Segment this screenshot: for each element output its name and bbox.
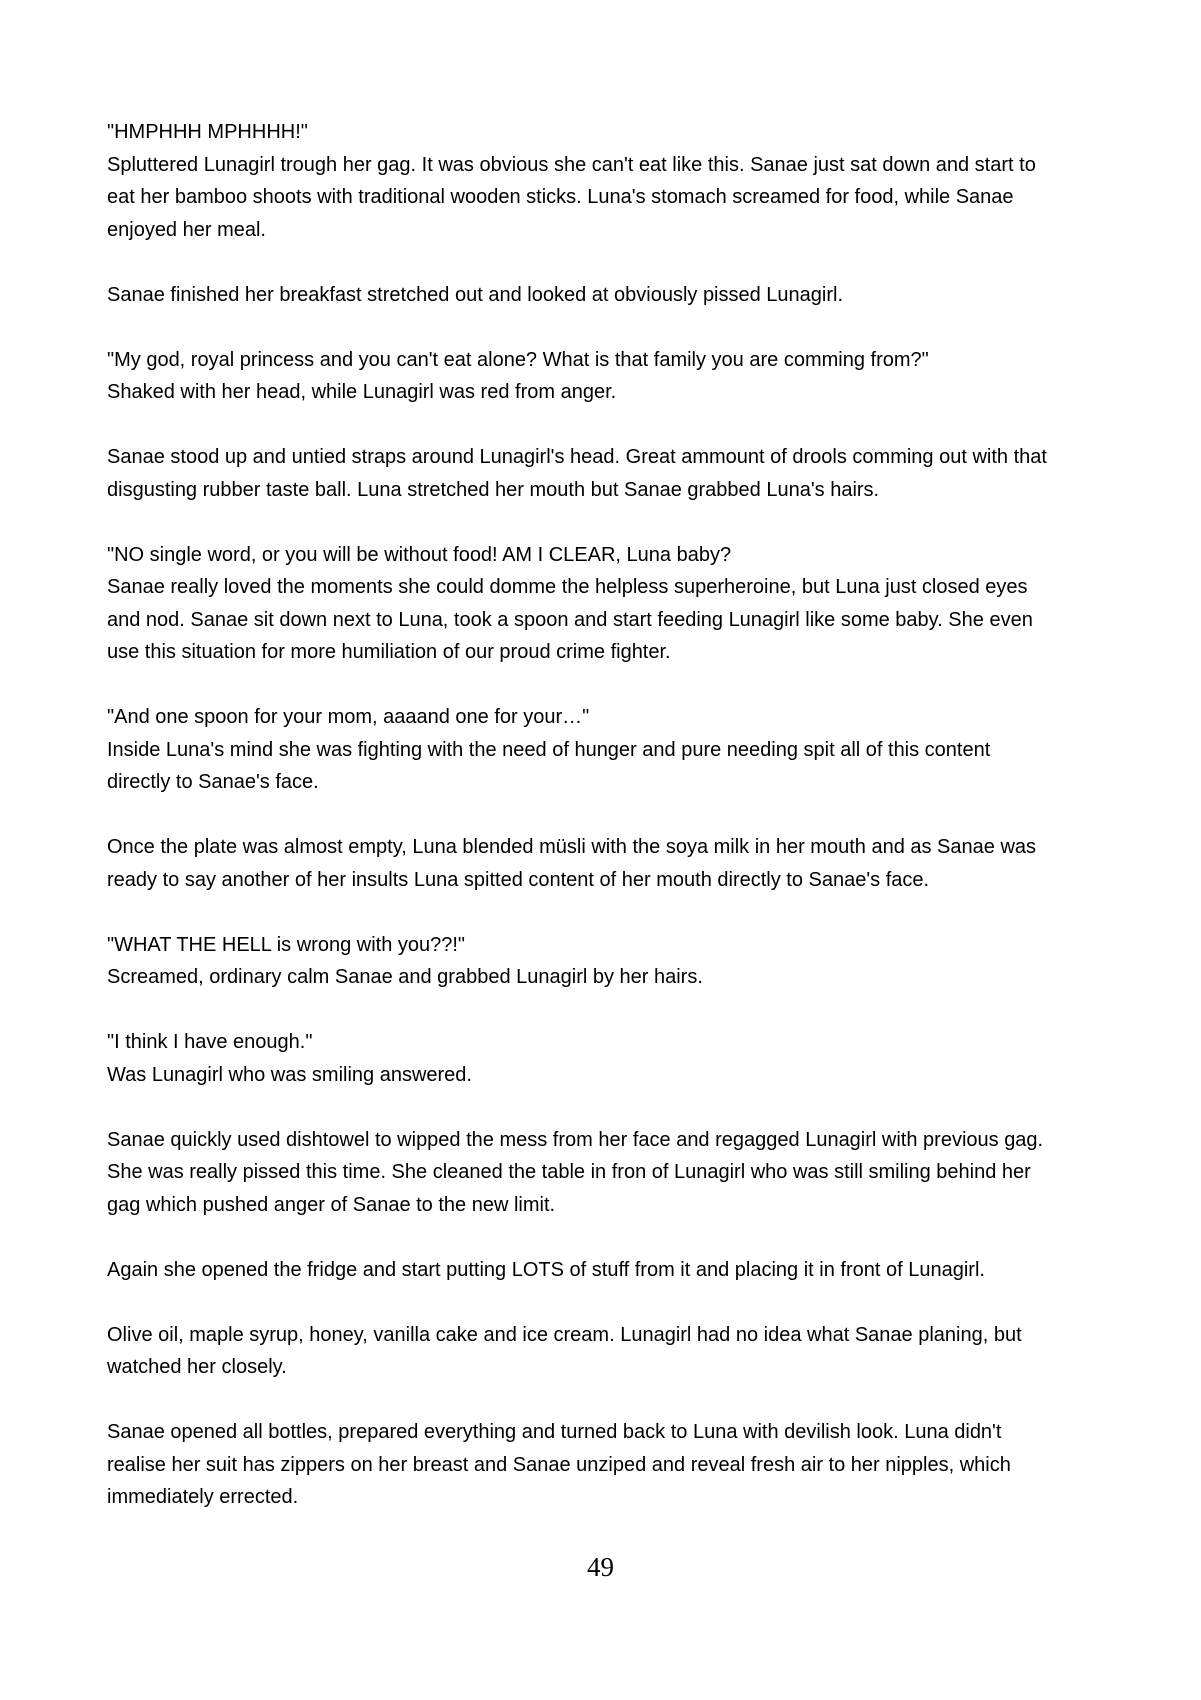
text-line: Sanae stood up and untied straps around Lunagirl's head. Great ammount of drools comming out with that	[107, 446, 1047, 468]
paragraph	[107, 279, 1117, 312]
text-line: disgusting rubber taste ball. Luna stretched her mouth but Sanae grabbed Luna's hairs.	[107, 478, 880, 501]
text-line: enjoyed her meal.	[107, 218, 266, 241]
text-line: Sanae really loved the moments she could domme the helpless superheroine, but Luna just closed eyes	[107, 576, 1028, 598]
text-line: use this situation for more humiliation of our proud crime fighter.	[107, 641, 671, 663]
text-line: immediately errected.	[107, 1486, 299, 1508]
paragraph	[107, 929, 1117, 994]
page-number: 49	[587, 1552, 614, 1582]
paragraph	[107, 441, 1117, 506]
text-line: watched her closely.	[107, 1356, 287, 1378]
text-line: Screamed, ordinary calm Sanae and grabbed Lunagirl by her hairs.	[107, 966, 703, 988]
text-line: "I think I have enough."	[107, 1031, 313, 1053]
text-line: Olive oil, maple syrup, honey, vanilla cake and ice cream. Lunagirl had no idea what Sanae planing, but	[107, 1323, 1022, 1346]
text-line: Sanae quickly used dishtowel to wipped the mess from her face and regagged Lunagirl with previous gag.	[107, 1128, 1044, 1151]
paragraph	[107, 831, 1117, 896]
text-line: "My god, royal princess and you can't eat alone? What is that family you are comming from?"	[107, 348, 929, 371]
page-footer	[0, 1554, 1201, 1581]
paragraph	[107, 701, 1117, 799]
paragraph	[107, 1319, 1117, 1384]
text-line: "WHAT THE HELL is wrong with you??!"	[107, 933, 466, 956]
text-line: directly to Sanae's face.	[107, 771, 319, 793]
paragraph	[107, 1254, 1117, 1287]
text-line: "And one spoon for your mom, aaaand one for your…"	[107, 706, 590, 728]
text-line: and nod. Sanae sit down next to Luna, took a spoon and start feeding Lunagirl like some baby. She even	[107, 608, 1033, 631]
text-line: She was really pissed this time. She cleaned the table in fron of Lunagirl who was still smiling behind her	[107, 1161, 1031, 1183]
text-line: Again she opened the fridge and start putting LOTS of stuff from it and placing it in front of Lunagirl.	[107, 1258, 985, 1281]
paragraph	[107, 539, 1117, 669]
paragraph	[107, 1124, 1117, 1222]
text-line: Spluttered Lunagirl trough her gag. It was obvious she can't eat like this. Sanae just sat down and start to	[107, 153, 1036, 176]
text-line: Was Lunagirl who was smiling answered.	[107, 1063, 472, 1086]
text-line: Sanae opened all bottles, prepared everything and turned back to Luna with devilish look. Luna didn't	[107, 1421, 1002, 1443]
text-line: Shaked with her head, while Lunagirl was red from anger.	[107, 381, 617, 403]
page-body-text	[107, 116, 1117, 1514]
text-line: eat her bamboo shoots with traditional wooden sticks. Luna's stomach screamed for food, while Sanae	[107, 186, 1014, 208]
text-line: "NO single word, or you will be without food! AM I CLEAR, Luna baby?	[107, 543, 732, 566]
text-line: Inside Luna's mind she was fighting with the need of hunger and pure needing spit all of this content	[107, 738, 991, 761]
text-line: Once the plate was almost empty, Luna blended müsli with the soya milk in her mouth and as Sanae was	[107, 836, 1037, 858]
text-line: "HMPHHH MPHHHH!"	[107, 121, 308, 143]
text-line: ready to say another of her insults Luna spitted content of her mouth directly to Sanae's face.	[107, 868, 930, 891]
paragraph	[107, 116, 1117, 246]
paragraph	[107, 1416, 1117, 1514]
text-line: Sanae finished her breakfast stretched out and looked at obviously pissed Lunagirl.	[107, 283, 844, 306]
text-line: gag which pushed anger of Sanae to the new limit.	[107, 1193, 556, 1216]
paragraph	[107, 344, 1117, 409]
text-line: realise her suit has zippers on her breast and Sanae unziped and reveal fresh air to her nipples, which	[107, 1453, 1011, 1476]
paragraph	[107, 1026, 1117, 1091]
